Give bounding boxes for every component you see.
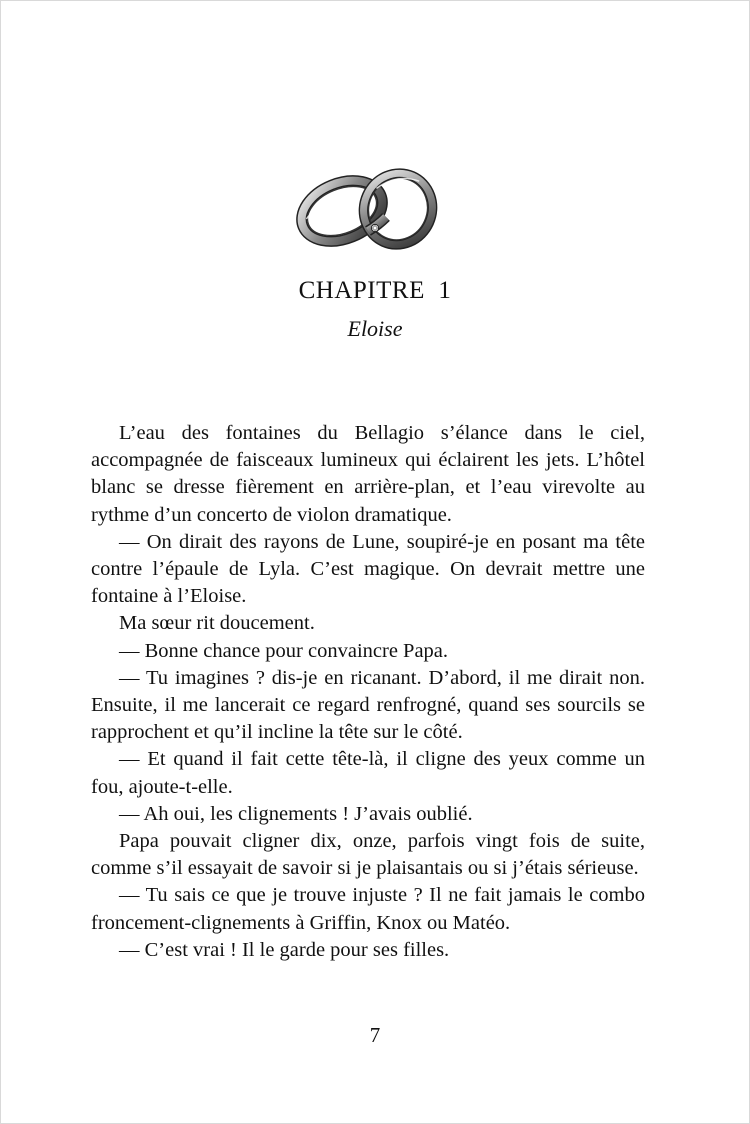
chapter-title: CHAPITRE 1	[298, 277, 452, 304]
paragraph: — Ah oui, les clignements ! J’avais oublié.	[119, 802, 473, 825]
paragraph: Papa pouvait cligner dix, onze, parfois vingt fois de suite, comme s’il essayait de savoir si je plaisantais ou si j’étais sérieuse.	[91, 830, 645, 880]
chapter-subtitle: Eloise	[347, 316, 403, 341]
paragraph: — Bonne chance pour convaincre Papa.	[119, 639, 449, 662]
paragraph: — Tu sais ce que je trouve injuste ? Il ne fait jamais le combo froncement-clignements à Griffin, Knox ou Matéo.	[91, 884, 645, 934]
paragraph: — Et quand il fait cette tête-là, il cligne des yeux comme un fou, ajoute-t-elle.	[91, 748, 645, 798]
paragraph: Ma sœur rit doucement.	[119, 612, 315, 635]
paragraph: — On dirait des rayons de Lune, soupiré-je en posant ma tête contre l’épaule de Lyla. C’est magique. On devrait mettre une fontaine à l’Eloise.	[91, 530, 645, 608]
wedding-rings-icon	[296, 159, 442, 255]
diamond-icon	[371, 224, 378, 231]
paragraph: — Tu imagines ? dis-je en ricanant. D’abord, il me dirait non. Ensuite, il me lancerait ce regard renfrogné, quand ses sourcils se rapprochent et qu’il incline la tête sur le côté.	[91, 666, 645, 744]
page-number: 7	[369, 1023, 381, 1047]
paragraph: L’eau des fontaines du Bellagio s’élance dans le ciel, accompagnée de faisceaux lumineux qui éclairent les jets. L’hôtel blanc se dresse fièrement en arrière-plan, et l’eau virevolte au rythme d’un concerto de violon dramatique.	[91, 422, 645, 526]
paragraph: — C’est vrai ! Il le garde pour ses filles.	[119, 938, 450, 961]
chapter-body	[91, 420, 645, 964]
